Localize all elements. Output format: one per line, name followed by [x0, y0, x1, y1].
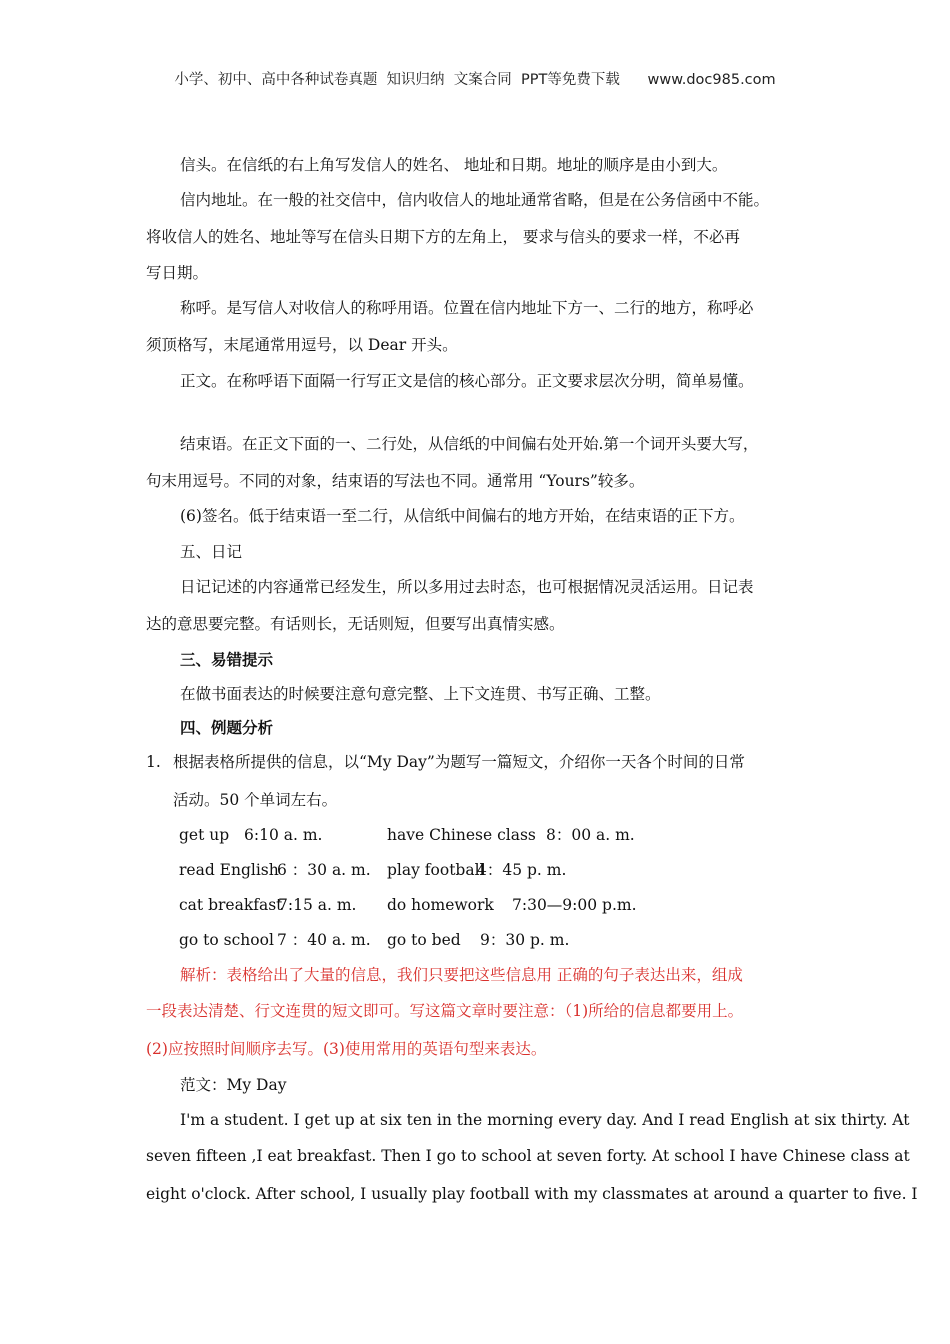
paragraph-closing-line2: 句末用逗号。不同的对象，结束语的写法也不同。通常用 “Yours”较多。 — [146, 472, 645, 490]
schedule-time: 9：30 p. m. — [480, 931, 570, 949]
paragraph-letterhead: 信头。在信纸的右上角写发信人的姓名、 地址和日期。地址的顺序是由小到大。 — [180, 156, 728, 174]
sample-text-line1: I'm a student. I get up at six ten in the morning every day. And I read English at six thirty. At — [180, 1111, 910, 1129]
schedule-activity: do homework — [387, 896, 494, 914]
paragraph-signature: (6)签名。低于结束语一至二行，从信纸中间偏右的地方开始，在结束语的正下方。 — [180, 507, 745, 525]
paragraph-body: 正文。在称呼语下面隔一行写正文是信的核心部分。正文要求层次分明，简单易懂。 — [180, 372, 754, 390]
analysis-line1: 解析：表格给出了大量的信息，我们只要把这些信息用 正确的句子表达出来，组成 — [180, 966, 743, 984]
sample-text-line3: eight o'clock. After school, I usually play football with my classmates at around a quarter to five. I — [146, 1185, 918, 1203]
question-text-line1: 根据表格所提供的信息，以“My Day”为题写一篇短文，介绍你一天各个时间的日常 — [173, 753, 745, 771]
paragraph-diary-line1: 日记记述的内容通常已经发生，所以多用过去时态，也可根据情况灵活运用。日记表 — [180, 578, 754, 596]
heading-diary: 五、日记 — [180, 543, 243, 561]
paragraph-inside-address-line2: 将收信人的姓名、地址等写在信头日期下方的左角上， 要求与信头的要求一样，不必再 — [146, 228, 740, 246]
paragraph-error-tips: 在做书面表达的时候要注意句意完整、上下文连贯、书写正确、工整。 — [180, 685, 661, 703]
page-header: 小学、初中、高中各种试卷真题 知识归纳 文案合同 PPT等免费下载 www.doc985.com — [174, 72, 776, 88]
schedule-activity: go to school — [179, 931, 274, 949]
schedule-activity: read English — [179, 861, 279, 879]
schedule-activity: play football — [387, 861, 485, 879]
analysis-line2: 一段表达清楚、行文连贯的短文即可。写这篇文章时要注意：（1)所给的信息都要用上。 — [146, 1002, 744, 1020]
analysis-line3: (2)应按照时间顺序去写。(3)使用常用的英语句型来表达。 — [146, 1040, 547, 1058]
heading-error-tips: 三、易错提示 — [180, 650, 274, 669]
paragraph-salutation-line2: 须顶格写，末尾通常用逗号，以 Dear 开头。 — [146, 336, 458, 354]
heading-example-analysis: 四、例题分析 — [180, 718, 274, 737]
schedule-activity: have Chinese class — [387, 826, 536, 844]
sample-text-line2: seven fifteen ,I eat breakfast. Then I go to school at seven forty. At school I have Chinese class at — [146, 1147, 910, 1165]
schedule-activity: get up — [179, 826, 230, 844]
schedule-time: 7:30—9:00 p.m. — [512, 896, 637, 914]
paragraph-closing-line1: 结束语。在正文下面的一、二行处，从信纸的中间偏右处开始.第一个词开头要大写， — [180, 435, 759, 453]
schedule-time: 6 ：30 a. m. — [277, 861, 371, 879]
schedule-time: 7 ：40 a. m. — [277, 931, 371, 949]
schedule-activity: go to bed — [387, 931, 461, 949]
sample-title: 范文：My Day — [180, 1076, 287, 1094]
schedule-time: 6:10 a. m. — [244, 826, 323, 844]
paragraph-diary-line2: 达的意思要完整。有话则长，无话则短，但要写出真情实感。 — [146, 615, 565, 633]
schedule-activity: cat breakfast — [179, 896, 283, 914]
paragraph-salutation-line1: 称呼。是写信人对收信人的称呼用语。位置在信内地址下方一、二行的地方，称呼必 — [180, 299, 754, 317]
question-text-line2: 活动。50 个单词左右。 — [173, 791, 338, 809]
schedule-time: 7:15 a. m. — [278, 896, 357, 914]
schedule-time: 8：00 a. m. — [546, 826, 635, 844]
schedule-time: 4：45 p. m. — [477, 861, 567, 879]
paragraph-inside-address-line3: 写日期。 — [146, 264, 209, 282]
paragraph-inside-address-line1: 信内地址。在一般的社交信中，信内收信人的地址通常省略，但是在公务信函中不能。 — [180, 191, 770, 209]
question-number: 1. — [146, 753, 161, 771]
